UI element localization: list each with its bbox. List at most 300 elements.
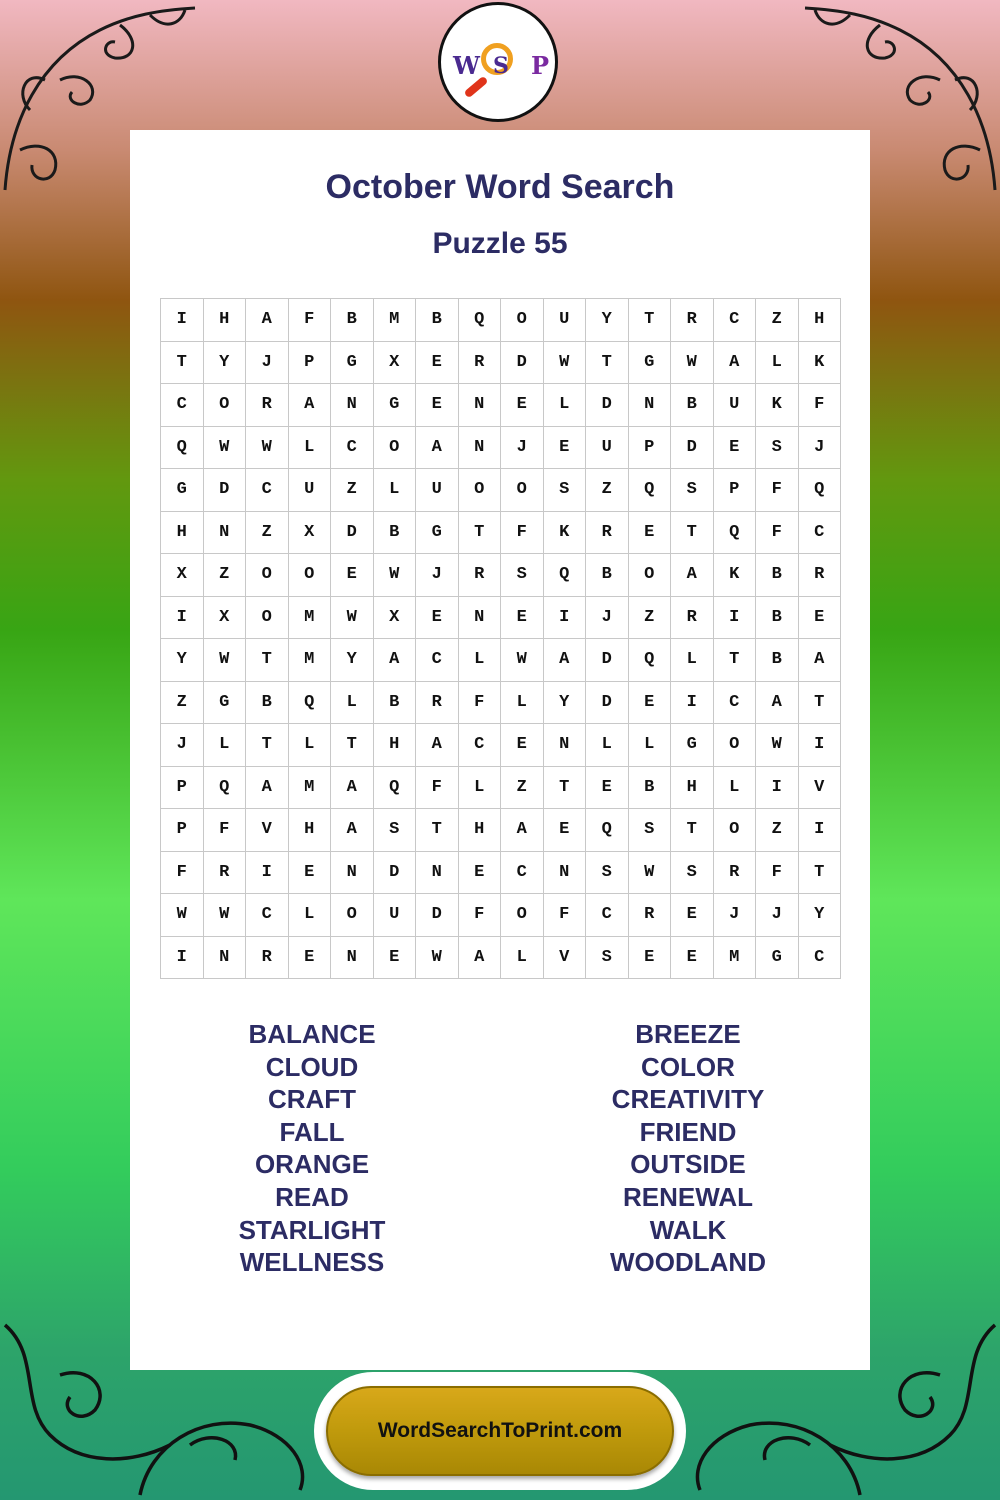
grid-cell[interactable]: Y [543, 681, 586, 724]
grid-cell[interactable]: X [203, 596, 246, 639]
grid-cell[interactable]: Y [586, 299, 629, 342]
grid-cell[interactable]: T [798, 851, 841, 894]
word-list-item: RENEWAL [623, 1181, 753, 1212]
grid-cell[interactable]: G [756, 936, 799, 979]
grid-cell[interactable]: D [586, 639, 629, 682]
grid-cell[interactable]: C [161, 384, 204, 427]
grid-cell[interactable]: H [671, 766, 714, 809]
grid-cell[interactable]: R [586, 511, 629, 554]
grid-cell[interactable]: G [628, 341, 671, 384]
grid-cell[interactable]: Z [756, 809, 799, 852]
word-list-item: CLOUD [265, 1051, 359, 1082]
grid-cell[interactable]: C [246, 894, 289, 937]
grid-cell[interactable]: B [331, 299, 374, 342]
grid-cell[interactable]: C [798, 936, 841, 979]
grid-cell[interactable]: P [161, 766, 204, 809]
grid-cell[interactable]: U [288, 469, 331, 512]
grid-cell[interactable]: P [161, 809, 204, 852]
grid-cell[interactable]: W [203, 639, 246, 682]
grid-cell[interactable]: S [756, 426, 799, 469]
grid-cell[interactable]: S [628, 809, 671, 852]
grid-cell[interactable]: L [288, 426, 331, 469]
grid-cell[interactable]: W [331, 596, 374, 639]
grid-cell[interactable]: U [543, 299, 586, 342]
grid-cell[interactable]: N [543, 851, 586, 894]
page-title: October Word Search [325, 168, 675, 206]
grid-cell[interactable]: Q [628, 639, 671, 682]
grid-cell[interactable]: U [416, 469, 459, 512]
grid-cell[interactable]: Z [586, 469, 629, 512]
grid-cell[interactable]: T [246, 639, 289, 682]
grid-cell[interactable]: S [671, 469, 714, 512]
grid-cell[interactable]: L [458, 639, 501, 682]
word-list-item: COLOR [641, 1051, 735, 1082]
grid-cell[interactable]: H [373, 724, 416, 767]
grid-cell[interactable]: J [798, 426, 841, 469]
grid-cell[interactable]: B [756, 554, 799, 597]
word-list-item: BALANCE [248, 1019, 376, 1049]
grid-cell[interactable]: K [713, 554, 756, 597]
grid-cell[interactable]: N [331, 851, 374, 894]
grid-cell[interactable]: A [798, 639, 841, 682]
grid-cell[interactable]: Q [798, 469, 841, 512]
grid-cell[interactable]: A [246, 299, 289, 342]
grid-cell[interactable]: A [713, 341, 756, 384]
grid-cell[interactable]: N [203, 936, 246, 979]
grid-cell[interactable]: R [416, 681, 459, 724]
grid-cell[interactable]: R [246, 936, 289, 979]
grid-cell[interactable]: P [713, 469, 756, 512]
grid-cell[interactable]: K [543, 511, 586, 554]
grid-cell[interactable]: I [798, 724, 841, 767]
grid-cell[interactable]: C [458, 724, 501, 767]
grid-cell[interactable]: H [458, 809, 501, 852]
grid-cell[interactable]: W [161, 894, 204, 937]
grid-cell[interactable]: S [586, 936, 629, 979]
grid-cell[interactable]: W [203, 894, 246, 937]
grid-cell[interactable]: C [501, 851, 544, 894]
grid-cell[interactable]: O [501, 469, 544, 512]
grid-cell[interactable]: N [543, 724, 586, 767]
grid-cell[interactable]: O [628, 554, 671, 597]
grid-cell[interactable]: E [501, 384, 544, 427]
grid-cell[interactable]: F [416, 766, 459, 809]
grid-cell[interactable]: C [798, 511, 841, 554]
grid-cell[interactable]: R [458, 554, 501, 597]
grid-cell[interactable]: R [671, 596, 714, 639]
grid-cell[interactable]: I [161, 936, 204, 979]
grid-cell[interactable]: J [713, 894, 756, 937]
grid-cell[interactable]: H [161, 511, 204, 554]
grid-cell[interactable]: T [543, 766, 586, 809]
grid-cell[interactable]: F [756, 469, 799, 512]
grid-cell[interactable]: A [543, 639, 586, 682]
grid-cell[interactable]: X [373, 596, 416, 639]
grid-cell[interactable]: E [628, 511, 671, 554]
grid-cell[interactable]: U [713, 384, 756, 427]
word-list-item: ORANGE [254, 1149, 370, 1180]
grid-cell[interactable]: N [416, 851, 459, 894]
grid-cell[interactable]: A [331, 809, 374, 852]
grid-cell[interactable]: E [458, 851, 501, 894]
grid-cell[interactable]: D [671, 426, 714, 469]
grid-cell[interactable]: F [756, 851, 799, 894]
grid-cell[interactable]: K [756, 384, 799, 427]
grid-cell[interactable]: W [246, 426, 289, 469]
grid-cell[interactable]: I [161, 299, 204, 342]
website-badge [314, 1372, 686, 1490]
word-list-item: WALK [649, 1214, 727, 1245]
grid-row [161, 341, 841, 384]
grid-cell[interactable]: R [246, 384, 289, 427]
grid-cell[interactable]: L [501, 936, 544, 979]
grid-cell[interactable]: I [161, 596, 204, 639]
grid-cell[interactable]: I [543, 596, 586, 639]
grid-cell[interactable]: K [798, 341, 841, 384]
puzzle-number: Puzzle 55 [432, 227, 568, 260]
grid-cell[interactable]: D [416, 894, 459, 937]
grid-cell[interactable]: E [288, 851, 331, 894]
grid-cell[interactable]: O [246, 596, 289, 639]
grid-cell[interactable]: G [331, 341, 374, 384]
grid-cell[interactable]: J [161, 724, 204, 767]
grid-cell[interactable]: O [458, 469, 501, 512]
grid-cell[interactable]: V [246, 809, 289, 852]
word-list-item: FALL [279, 1116, 345, 1147]
grid-row [161, 554, 841, 597]
grid-cell[interactable]: N [331, 384, 374, 427]
grid-cell[interactable]: S [586, 851, 629, 894]
grid-cell[interactable]: W [373, 554, 416, 597]
grid-cell[interactable]: N [458, 426, 501, 469]
grid-cell[interactable]: M [288, 766, 331, 809]
word-list-item: FRIEND [639, 1116, 737, 1147]
grid-cell[interactable]: R [628, 894, 671, 937]
word-list-item: OUTSIDE [630, 1149, 746, 1180]
grid-cell[interactable]: C [586, 894, 629, 937]
grid-cell[interactable]: L [501, 681, 544, 724]
grid-cell[interactable]: R [798, 554, 841, 597]
grid-cell[interactable]: N [203, 511, 246, 554]
grid-cell[interactable]: J [586, 596, 629, 639]
grid-cell[interactable]: Z [501, 766, 544, 809]
grid-cell[interactable]: O [203, 384, 246, 427]
grid-cell[interactable]: O [373, 426, 416, 469]
grid-row [161, 511, 841, 554]
word-list-item: STARLIGHT [238, 1214, 386, 1245]
grid-cell[interactable]: B [756, 596, 799, 639]
grid-cell[interactable]: C [246, 469, 289, 512]
grid-cell[interactable]: U [586, 426, 629, 469]
grid-cell[interactable]: A [416, 724, 459, 767]
grid-cell[interactable]: B [586, 554, 629, 597]
grid-cell[interactable]: T [628, 299, 671, 342]
grid-cell[interactable]: T [671, 809, 714, 852]
grid-cell[interactable]: F [161, 851, 204, 894]
grid-cell[interactable]: Q [543, 554, 586, 597]
grid-cell[interactable]: E [501, 724, 544, 767]
grid-cell[interactable]: F [288, 299, 331, 342]
grid-cell[interactable]: T [713, 639, 756, 682]
grid-cell[interactable]: X [161, 554, 204, 597]
grid-cell[interactable]: T [416, 809, 459, 852]
grid-row [161, 809, 841, 852]
grid-cell[interactable]: M [713, 936, 756, 979]
grid-cell[interactable]: Q [373, 766, 416, 809]
grid-cell[interactable]: H [798, 299, 841, 342]
grid-cell[interactable]: F [203, 809, 246, 852]
grid-cell[interactable]: I [798, 809, 841, 852]
grid-cell[interactable]: J [246, 341, 289, 384]
grid-cell[interactable]: J [756, 894, 799, 937]
grid-cell[interactable]: W [671, 341, 714, 384]
grid-cell[interactable]: C [713, 681, 756, 724]
grid-cell[interactable]: X [373, 341, 416, 384]
grid-cell[interactable]: W [543, 341, 586, 384]
grid-cell[interactable]: Q [628, 469, 671, 512]
grid-cell[interactable]: Y [203, 341, 246, 384]
word-list-item: WOODLAND [610, 1247, 766, 1278]
grid-cell[interactable]: G [161, 469, 204, 512]
grid-row [161, 426, 841, 469]
grid-cell[interactable]: L [373, 469, 416, 512]
word-list-item: WELLNESS [239, 1247, 385, 1278]
grid-cell[interactable]: O [288, 554, 331, 597]
grid-cell[interactable]: Q [458, 299, 501, 342]
grid-cell[interactable]: E [671, 894, 714, 937]
grid-cell[interactable]: E [416, 384, 459, 427]
grid-cell[interactable]: S [543, 469, 586, 512]
grid-cell[interactable]: G [203, 681, 246, 724]
grid-cell[interactable]: L [713, 766, 756, 809]
grid-cell[interactable]: W [628, 851, 671, 894]
word-list-right [538, 1018, 838, 1279]
grid-cell[interactable]: C [416, 639, 459, 682]
grid-cell[interactable]: E [628, 681, 671, 724]
grid-cell[interactable]: M [288, 596, 331, 639]
grid-row [161, 894, 841, 937]
grid-cell[interactable]: L [671, 639, 714, 682]
grid-cell[interactable]: E [416, 341, 459, 384]
grid-cell[interactable]: H [288, 809, 331, 852]
grid-cell[interactable]: E [288, 936, 331, 979]
grid-cell[interactable]: E [586, 766, 629, 809]
grid-cell[interactable]: B [373, 681, 416, 724]
grid-cell[interactable]: R [458, 341, 501, 384]
grid-cell[interactable]: J [501, 426, 544, 469]
grid-cell[interactable]: T [161, 341, 204, 384]
grid-cell[interactable]: Q [288, 681, 331, 724]
grid-row [161, 299, 841, 342]
grid-cell[interactable]: N [458, 596, 501, 639]
grid-cell[interactable]: N [458, 384, 501, 427]
grid-cell[interactable]: O [331, 894, 374, 937]
grid-cell[interactable]: O [501, 894, 544, 937]
grid-row [161, 851, 841, 894]
word-list-item: CRAFT [267, 1084, 357, 1115]
grid-cell[interactable]: V [798, 766, 841, 809]
grid-cell[interactable]: H [203, 299, 246, 342]
grid-cell[interactable]: B [671, 384, 714, 427]
grid-cell[interactable]: D [586, 384, 629, 427]
grid-cell[interactable]: M [373, 299, 416, 342]
grid-cell[interactable]: L [628, 724, 671, 767]
logo-letter-p: P [531, 51, 550, 80]
grid-cell[interactable]: B [628, 766, 671, 809]
grid-cell[interactable]: E [416, 596, 459, 639]
grid-cell[interactable]: Y [331, 639, 374, 682]
grid-cell[interactable]: C [331, 426, 374, 469]
grid-cell[interactable]: A [671, 554, 714, 597]
grid-cell[interactable]: B [416, 299, 459, 342]
grid-cell[interactable]: S [373, 809, 416, 852]
grid-cell[interactable]: M [288, 639, 331, 682]
grid-cell[interactable]: Z [756, 299, 799, 342]
puzzle-card [130, 130, 870, 1370]
grid-cell[interactable]: E [501, 596, 544, 639]
grid-cell[interactable]: T [246, 724, 289, 767]
grid-cell[interactable]: E [713, 426, 756, 469]
grid-cell[interactable]: V [543, 936, 586, 979]
grid-cell[interactable]: O [246, 554, 289, 597]
grid-cell[interactable]: B [373, 511, 416, 554]
grid-row [161, 681, 841, 724]
grid-cell[interactable]: E [628, 936, 671, 979]
grid-cell[interactable]: Z [331, 469, 374, 512]
grid-cell[interactable]: D [586, 681, 629, 724]
word-list-left [162, 1018, 462, 1279]
grid-cell[interactable]: B [246, 681, 289, 724]
grid-cell[interactable]: J [416, 554, 459, 597]
grid-cell[interactable]: S [671, 851, 714, 894]
grid-cell[interactable]: O [713, 809, 756, 852]
grid-cell[interactable]: A [288, 384, 331, 427]
grid-cell[interactable]: P [628, 426, 671, 469]
grid-cell[interactable]: F [458, 681, 501, 724]
grid-cell[interactable]: G [416, 511, 459, 554]
grid-cell[interactable]: D [373, 851, 416, 894]
grid-cell[interactable]: T [331, 724, 374, 767]
grid-cell[interactable]: P [288, 341, 331, 384]
word-list-item: BREEZE [635, 1019, 741, 1049]
grid-cell[interactable]: A [246, 766, 289, 809]
grid-cell[interactable]: I [246, 851, 289, 894]
grid-cell[interactable]: A [416, 426, 459, 469]
grid-cell[interactable]: Q [203, 766, 246, 809]
grid-cell[interactable]: I [713, 596, 756, 639]
grid-cell[interactable]: E [373, 936, 416, 979]
grid-row [161, 384, 841, 427]
grid-cell[interactable]: L [203, 724, 246, 767]
grid-cell[interactable]: X [288, 511, 331, 554]
grid-row [161, 766, 841, 809]
grid-cell[interactable]: S [501, 554, 544, 597]
grid-cell[interactable]: A [756, 681, 799, 724]
grid-cell[interactable]: L [543, 384, 586, 427]
grid-cell[interactable]: N [331, 936, 374, 979]
grid-row [161, 596, 841, 639]
grid-cell[interactable]: D [203, 469, 246, 512]
grid-cell[interactable]: T [798, 681, 841, 724]
grid-cell[interactable]: T [671, 511, 714, 554]
grid-cell[interactable]: U [373, 894, 416, 937]
grid-cell[interactable]: E [798, 596, 841, 639]
grid-cell[interactable]: E [543, 426, 586, 469]
grid-cell[interactable]: W [501, 639, 544, 682]
website-button[interactable]: WordSearchToPrint.com [326, 1386, 674, 1476]
grid-cell[interactable]: G [373, 384, 416, 427]
word-list-item: READ [275, 1181, 349, 1212]
logo-letter-s: S [493, 53, 509, 79]
grid-cell[interactable]: B [756, 639, 799, 682]
grid-cell[interactable]: Q [161, 426, 204, 469]
grid-cell[interactable]: Z [246, 511, 289, 554]
grid-cell[interactable]: A [331, 766, 374, 809]
grid-cell[interactable]: F [798, 384, 841, 427]
grid-cell[interactable]: F [501, 511, 544, 554]
grid-cell[interactable]: E [543, 809, 586, 852]
grid-cell[interactable]: Z [161, 681, 204, 724]
grid-cell[interactable]: E [671, 936, 714, 979]
grid-cell[interactable]: L [458, 766, 501, 809]
grid-cell[interactable]: A [373, 639, 416, 682]
grid-cell[interactable]: T [458, 511, 501, 554]
grid-cell[interactable]: L [586, 724, 629, 767]
grid-cell[interactable]: D [501, 341, 544, 384]
grid-cell[interactable]: T [586, 341, 629, 384]
grid-cell[interactable]: A [501, 809, 544, 852]
grid-cell[interactable]: L [288, 724, 331, 767]
grid-cell[interactable]: O [501, 299, 544, 342]
grid-cell[interactable]: R [203, 851, 246, 894]
grid-row [161, 639, 841, 682]
grid-cell[interactable]: E [331, 554, 374, 597]
grid-row [161, 469, 841, 512]
grid-cell[interactable]: L [288, 894, 331, 937]
grid-cell[interactable]: O [713, 724, 756, 767]
grid-cell[interactable]: Z [203, 554, 246, 597]
grid-cell[interactable]: Y [798, 894, 841, 937]
logo-letter-w: W [453, 51, 480, 80]
grid-cell[interactable]: Q [713, 511, 756, 554]
grid-cell[interactable]: L [331, 681, 374, 724]
grid-cell[interactable]: W [756, 724, 799, 767]
grid-cell[interactable]: W [203, 426, 246, 469]
grid-cell[interactable]: A [458, 936, 501, 979]
grid-cell[interactable]: G [671, 724, 714, 767]
grid-row [161, 724, 841, 767]
grid-cell[interactable]: L [756, 341, 799, 384]
grid-cell[interactable]: R [671, 299, 714, 342]
grid-cell[interactable]: F [756, 511, 799, 554]
wsp-logo [438, 2, 558, 122]
grid-cell[interactable]: I [756, 766, 799, 809]
grid-row [161, 936, 841, 979]
grid-cell[interactable]: Z [628, 596, 671, 639]
grid-cell[interactable]: F [458, 894, 501, 937]
grid-cell[interactable]: Q [586, 809, 629, 852]
grid-cell[interactable]: C [713, 299, 756, 342]
grid-cell[interactable]: F [543, 894, 586, 937]
grid-cell[interactable]: R [713, 851, 756, 894]
grid-cell[interactable]: I [671, 681, 714, 724]
grid-cell[interactable]: N [628, 384, 671, 427]
grid-cell[interactable]: Y [161, 639, 204, 682]
grid-cell[interactable]: W [416, 936, 459, 979]
word-list-item: CREATIVITY [611, 1084, 765, 1115]
grid-cell[interactable]: D [331, 511, 374, 554]
letter-grid [160, 298, 841, 979]
